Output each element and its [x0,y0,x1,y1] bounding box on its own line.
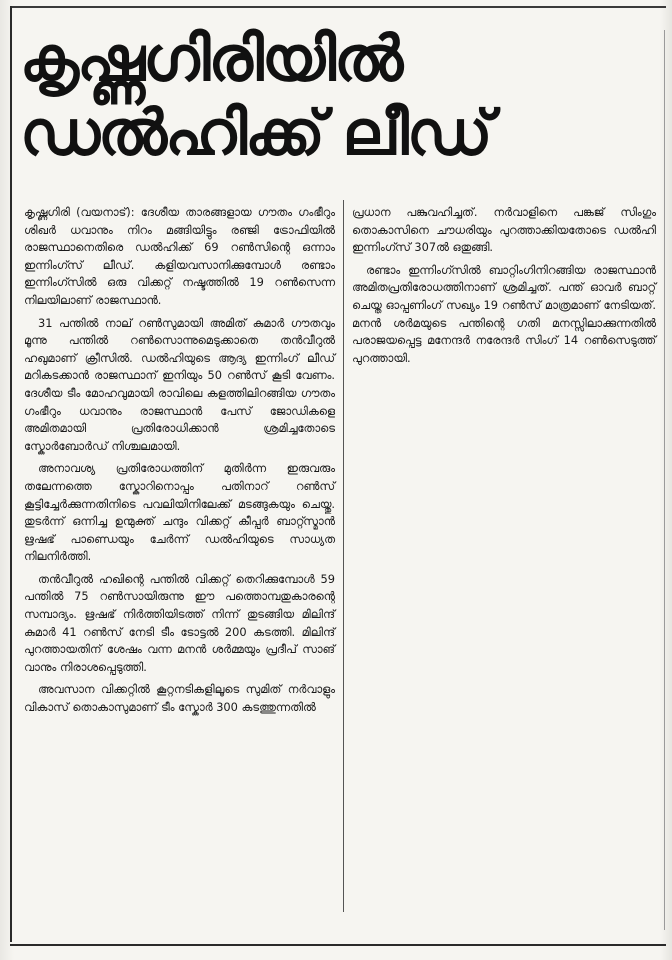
column-divider [343,200,344,912]
top-rule [10,6,666,8]
right-rule [664,30,665,930]
left-rule [10,6,12,942]
bottom-rule [10,944,666,946]
headline-line-1: കൃഷ്ണഗിരിയിൽ [20,22,402,95]
article-column-right [352,204,656,372]
article-column-left [24,204,335,722]
paragraph: അവസാന വിക്കറ്റിൽ കൂറ്റനടികളിലൂടെ സുമിത് നർവാളും വികാസ് തൊകാസുമാണ് ടീം സ്കോർ 300 കടത്തുന്നതിൽ [24,682,335,715]
paragraph: പ്രധാന പങ്കുവഹിച്ചത്. നർവാളിനെ പങ്കജ് സിംഗും തൊകാസിനെ ചൗധരിയും പുറത്താക്കിയതോടെ ഡൽഹി ഇന്നിംഗ്സ് 307ൽ ഒതുങ്ങി. [352,205,656,255]
paragraph: 31 പന്തിൽ നാല് റൺസുമായി അമിത് കുമാർ ഗൗതവും മൂന്നു പന്തിൽ റൺസൊന്നുമെടുക്കാതെ തൻവീറുൽ ഹഖുമാണ് ക്രീസിൽ. ഡൽഹിയുടെ ആദ്യ ഇന്നിംഗ് ലീഡ് മറികടക്കാൻ രാജസ്ഥാന് ഇനിയും 50 റൺസ് കൂടി വേണം. ദേശീയ ടീം മോഹവുമായി രാവിലെ കളത്തിലിറങ്ങിയ ഗൗതം ഗംഭീറും ധവാനും രാജസ്ഥാൻ പേസ് ജോഡികളെ അമിതമായി പ്രതിരോധിക്കാൻ ശ്രമിച്ചതോടെ സ്കോർബോർഡ് നിശ്ചലമായി. [24,315,335,453]
paragraph: തൻവീറുൽ ഹഖിന്റെ പന്തിൽ വിക്കറ്റ് തെറിക്കുമ്പോൾ 59 പന്തിൽ 75 റൺസായിരുന്നു ഈ പത്തൊമ്പതുകാരന്റെ സമ്പാദ്യം. ഋഷഭ് നിർത്തിയിടത്ത് നിന്ന് തുടങ്ങിയ മിലിന്ദ് കുമാർ 41 റൺസ് നേടി ടീം ടോട്ടൽ 200 കടത്തി. മിലിന്ദ് പുറത്തായതിന് ശേഷം വന്ന മനൻ ശർമ്മയും പ്രദീപ് സാങ് വാനും നിരാശപ്പെടുത്തി. [24,571,335,674]
paragraph: അനാവശ്യ പ്രതിരോധത്തിന് മുതിർന്ന ഇരുവരും തലേന്നത്തെ സ്കോറിനൊപ്പം പതിനാറ് റൺസ് കൂട്ടിച്ചേർക്കുന്നതിനിടെ പവലിയിനിലേക്ക് മടങ്ങുകയും ചെയ്തു. തുടർന്ന് ഒന്നിച്ച ഉന്മുക്ത് ചന്ദും വിക്കറ്റ് കീപ്പർ ബാറ്റ്സ്മാൻ ഋഷഭ് പാണ്ഡെയും ചേർന്ന് ഡൽഹിയുടെ സാധ്യത നിലനിർത്തി. [24,461,335,564]
headline-line-2: ഡൽഹിക്ക് ലീഡ് [20,96,491,169]
paragraph: കൃഷ്ണഗിരി (വയനാട്): ദേശീയ താരങ്ങളായ ഗൗതം ഗംഭീറും ശിഖർ ധവാനും നിറം മങ്ങിയിട്ടും രഞ്ജി ട്രോഫിയിൽ രാജസ്ഥാനെതിരെ ഡൽഹിക്ക് 69 റൺസിന്റെ ഒന്നാം ഇന്നിംഗ്സ് ലീഡ്. കളിയവസാനിക്കുമ്പോൾ രണ്ടാം ഇന്നിംഗ്സിൽ ഒരു വിക്കറ്റ് നഷ്ടത്തിൽ 19 റൺസെന്ന നിലയിലാണ് രാജസ്ഥാൻ. [24,205,335,307]
paragraph: രണ്ടാം ഇന്നിംഗ്സിൽ ബാറ്റിംഗിനിറങ്ങിയ രാജസ്ഥാൻ അമിതപ്രതിരോധത്തിനാണ് ശ്രമിച്ചത്. പന്ത് ഓവർ ബാറ്റ് ചെയ്ത ഓപ്പണിംഗ് സഖ്യം 19 റൺസ് മാത്രമാണ് നേടിയത്. മനൻ ശർമയുടെ പന്തിന്റെ ഗതി മനസ്സിലാക്കുന്നതിൽ പരാജയപ്പെട്ട മനേന്ദർ നരേന്ദർ സിംഗ് 14 റൺസെടുത്ത് പുറത്തായി. [352,262,656,365]
article-headline [20,22,580,170]
